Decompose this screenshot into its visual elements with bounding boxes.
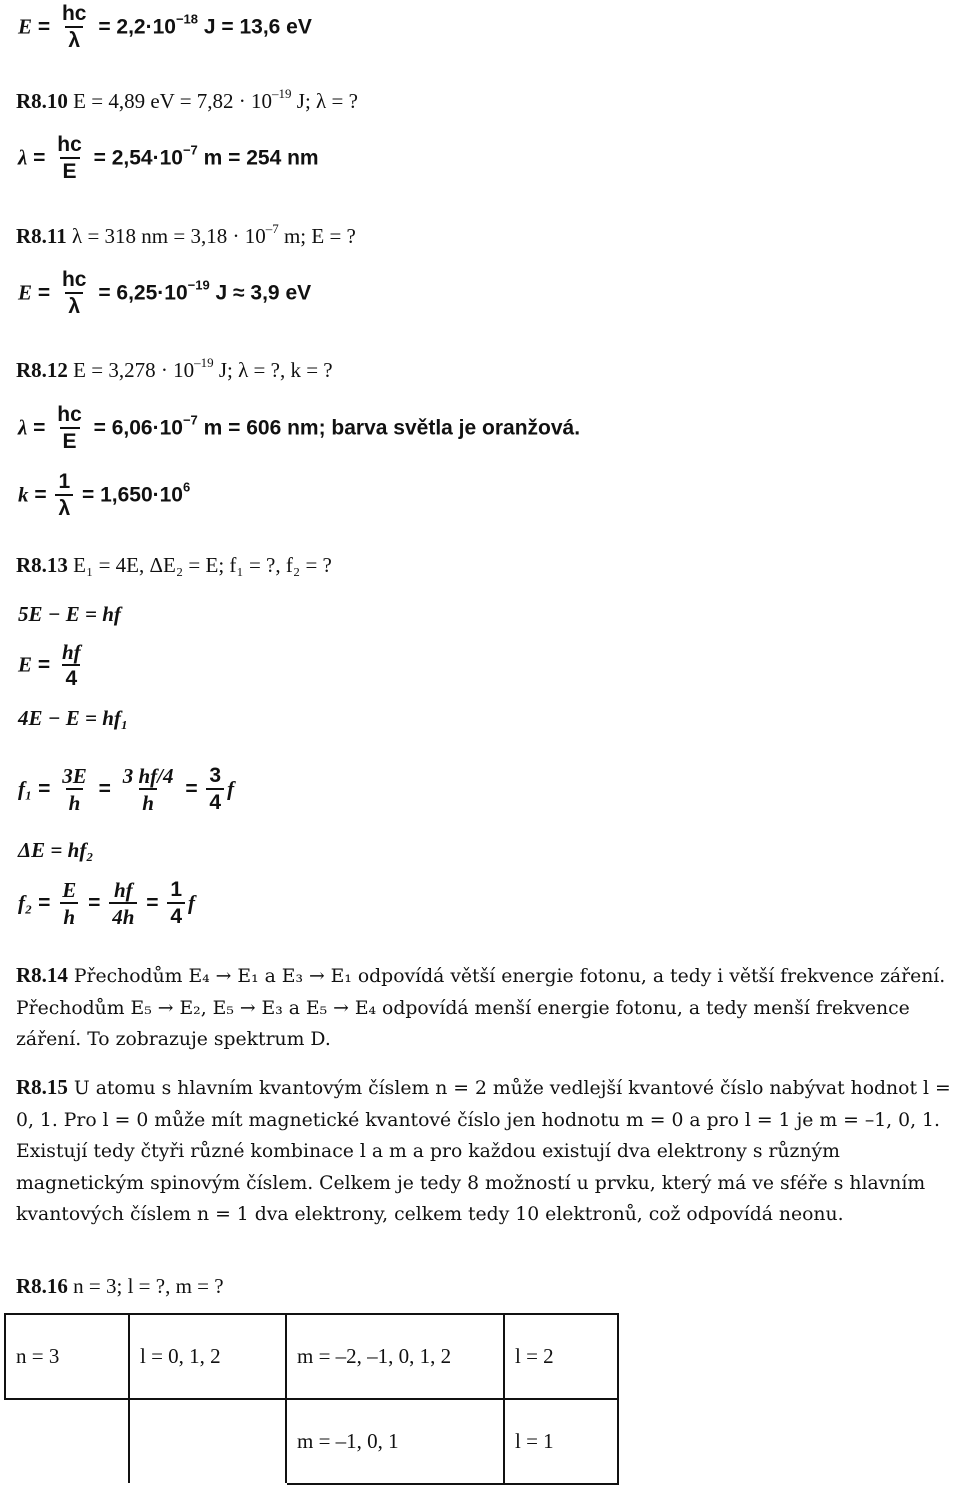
denominator: λ xyxy=(55,494,73,522)
exponent: −7 xyxy=(182,412,198,428)
formula-tail: f xyxy=(227,776,235,801)
numerator: hc xyxy=(57,403,82,426)
problem-text: J; λ = ?, k = ? xyxy=(213,358,333,382)
denominator: 4 xyxy=(167,902,185,930)
denominator: λ xyxy=(65,26,83,54)
table-cell: l = 2 xyxy=(504,1314,618,1399)
fraction xyxy=(59,764,90,816)
table-cell: l = 0, 1, 2 xyxy=(129,1314,286,1399)
fraction xyxy=(59,268,90,320)
exponent: –19 xyxy=(194,355,214,370)
problem-label: R8.14 xyxy=(16,963,68,987)
fraction xyxy=(206,764,224,816)
fraction xyxy=(59,878,79,930)
denominator: 4 xyxy=(62,664,80,692)
formula-lhs: f₂ xyxy=(18,890,33,915)
problem-label: R8.15 xyxy=(16,1075,68,1099)
formula-wavenumber: k = $\frac{1}{\lambda}$ = $1,650\cdot 10^6$ xyxy=(18,470,191,520)
table-cell: l = 1 xyxy=(504,1399,618,1484)
numerator: 3E xyxy=(62,764,87,788)
problem-r813 xyxy=(16,553,332,578)
denominator: 4 xyxy=(206,788,224,816)
fraction xyxy=(167,878,185,930)
exponent: −19 xyxy=(187,277,210,293)
exponent: −18 xyxy=(175,11,199,27)
exponent: –7 xyxy=(265,221,279,236)
problem-r815 xyxy=(16,1072,956,1231)
problem-text: Přechodům E₄ → E₁ a E₃ → E₁ odpovídá větší energie fotonu, a tedy i větší frekvence záření. Přechodům E₅ → E₂, E₅ → E₃ a E₅ → E₄ odpovídá menší energie fotonu, a tedy menší frekvence záření. To zobrazuje spektrum D. xyxy=(16,966,946,1050)
numerator: E xyxy=(62,878,77,902)
problem-text: U atomu s hlavním kvantovým číslem n = 2 může vedlejší kvantové číslo nabývat hodnot l = 0, 1. Pro l = 0 může mít magnetické kvantové číslo jen hodnotu m = 0 a pro l = 1 je m = –1, 0, 1. Existují tedy čtyři různé kombinace l a m a pro každou existují dva elektrony s různým magnetickým spinovým číslem. Celkem je tedy 8 možností u prvku, který má ve sféře s hlavním kvantových číslem n = 1 dva elektrony, celkem tedy 10 elektronů, což odpovídá neonu. xyxy=(16,1078,951,1225)
numerator: hc xyxy=(61,2,87,25)
fraction xyxy=(59,2,90,54)
table-cell: m = –2, –1, 0, 1, 2 xyxy=(286,1314,504,1399)
numerator: hc xyxy=(57,133,82,156)
exponent: −7 xyxy=(182,142,198,158)
problem-text: J; λ = ? xyxy=(291,89,358,113)
derivation-line-2: E = $\frac{hf}{4}$ xyxy=(18,640,87,692)
fraction xyxy=(109,878,137,930)
derivation-line-3 xyxy=(18,706,128,731)
problem-text: m; E = ? xyxy=(278,224,356,248)
table-row xyxy=(5,1399,618,1484)
formula-tail: f xyxy=(188,890,196,915)
problem-r816 xyxy=(16,1274,224,1299)
table-cell xyxy=(129,1399,286,1484)
denominator: E xyxy=(60,427,80,455)
numerator: 1 xyxy=(58,470,71,493)
numerator: hf xyxy=(61,640,81,664)
problem-r810 xyxy=(16,86,358,114)
formula-lhs: E xyxy=(18,652,33,677)
derivation-line-5 xyxy=(18,838,94,863)
table-cell: m = –1, 0, 1 xyxy=(286,1399,504,1484)
formula-unit: m = 254 nm xyxy=(197,146,319,170)
table-row xyxy=(5,1314,618,1399)
denominator: λ xyxy=(65,292,83,320)
problem-text: n = 3; l = ?, m = ? xyxy=(67,1274,224,1298)
numerator: 3 hf/4 xyxy=(122,764,174,788)
problem-r812 xyxy=(16,355,333,383)
exponent: 6 xyxy=(182,479,191,495)
quantum-numbers-table xyxy=(4,1313,619,1485)
denominator: h xyxy=(66,788,84,816)
formula-result: = 2,54·10 xyxy=(93,146,183,170)
fraction xyxy=(55,470,73,522)
problem-label: R8.13 xyxy=(16,553,68,577)
formula-result: = 1,650·10 xyxy=(81,483,183,507)
denominator: h xyxy=(60,902,78,930)
formula-lhs: λ xyxy=(18,415,28,440)
formula-wavelength-1: λ = $\frac{hc}{E}$ = $2,54\cdot 10^{-7}$ m = 254 nm xyxy=(18,133,319,183)
problem-label: R8.16 xyxy=(16,1274,68,1298)
denominator: 4h xyxy=(109,902,137,930)
denominator: h xyxy=(139,788,157,816)
fraction xyxy=(59,640,84,692)
numerator: 3 xyxy=(209,764,222,787)
fraction xyxy=(54,403,85,455)
problem-r811 xyxy=(16,221,356,249)
table-cell: n = 3 xyxy=(5,1314,129,1399)
formula-lhs: E xyxy=(18,14,33,39)
problem-text: E = 3,278 · 10 xyxy=(67,358,195,382)
derivation-line-1 xyxy=(18,602,121,627)
formula-energy-2: E = $\frac{hc}{\lambda}$ = $6,25\cdot 10^{-19}$ J ≈ 3,9 eV xyxy=(18,268,312,318)
problem-label: R8.11 xyxy=(16,224,67,248)
derivation-text: 4E − E = hf₁ xyxy=(18,706,129,730)
numerator: 1 xyxy=(170,878,183,901)
formula-result: = 2,2·10 xyxy=(98,15,176,39)
formula-energy: E = $\frac{hc}{\lambda}$ = $2,2\cdot 10^{-18}$ J = 13,6 eV xyxy=(18,2,312,52)
numerator: hc xyxy=(61,268,87,291)
denominator: E xyxy=(60,157,80,185)
problem-label: R8.10 xyxy=(16,89,68,113)
problem-text: λ = 318 nm = 3,18 · 10 xyxy=(66,224,266,248)
problem-r814 xyxy=(16,960,956,1056)
problem-label: R8.12 xyxy=(16,358,68,382)
formula-unit: m = 606 nm; barva světla je oranžová. xyxy=(197,416,581,440)
problem-text: E = 4,89 eV = 7,82 · 10 xyxy=(67,89,273,113)
formula-unit: J ≈ 3,9 eV xyxy=(209,281,312,305)
formula-lhs: k xyxy=(18,482,29,507)
formula-unit: J = 13,6 eV xyxy=(198,15,312,39)
problem-text: E₁ = 4E, ΔE₂ = E; f₁ = ?, f₂ = ? xyxy=(67,553,332,577)
table-cell xyxy=(5,1399,129,1484)
formula-lhs: f₁ xyxy=(18,776,33,801)
formula-result: = 6,25·10 xyxy=(98,281,188,305)
formula-wavelength-2: λ = $\frac{hc}{E}$ = $6,06\cdot 10^{-7}$ m = 606 nm; barva světla je oranžová. xyxy=(18,403,581,453)
formula-result: = 6,06·10 xyxy=(93,416,183,440)
fraction xyxy=(54,133,85,185)
derivation-line-6: f₂ = $\frac{E}{h}$ = $\frac{hf}{4h}$ = $\frac{1}{4}$ f xyxy=(18,878,196,929)
derivation-text: ΔE = hf₂ xyxy=(18,838,94,862)
fraction xyxy=(120,764,177,816)
derivation-line-4: f₁ = $\frac{3E}{h}$ = $\frac{3 hf/4}{h}$ = $\frac{3}{4}$ f xyxy=(18,764,235,815)
derivation-text: 5E − E = hf xyxy=(18,602,121,626)
exponent: –19 xyxy=(272,86,292,101)
formula-lhs: E xyxy=(18,280,33,305)
numerator: hf xyxy=(113,878,133,902)
formula-lhs: λ xyxy=(18,145,28,170)
